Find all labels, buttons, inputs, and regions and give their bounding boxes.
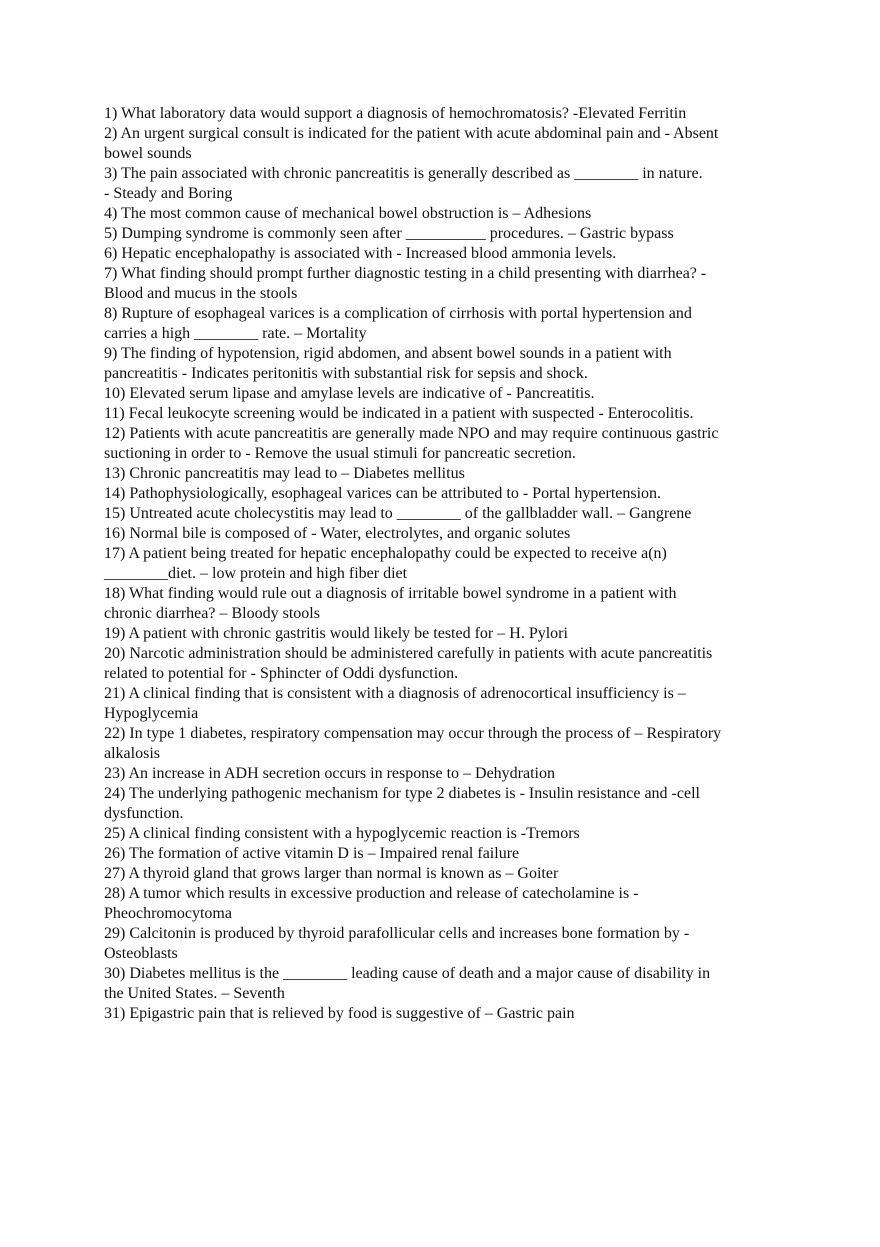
question-item [104, 964, 784, 1004]
question-text-line: 1) What laboratory data would support a diagnosis of hemochromatosis? -Elevated Ferritin [104, 105, 687, 122]
question-text-line: 19) A patient with chronic gastritis would likely be tested for – H. Pylori [104, 625, 568, 642]
question-text-line: Hypoglycemia [104, 705, 199, 722]
question-item [104, 724, 784, 764]
question-text-line: bowel sounds [104, 145, 192, 162]
question-text-line: 22) In type 1 diabetes, respiratory compensation may occur through the process of – Respiratory [104, 725, 722, 742]
question-item [104, 644, 784, 684]
question-item [104, 784, 784, 824]
question-item [104, 424, 784, 464]
question-text-line: Pheochromocytoma [104, 905, 232, 922]
question-text-line: 29) Calcitonin is produced by thyroid parafollicular cells and increases bone formation by - [104, 925, 690, 942]
document-page [104, 104, 784, 1024]
question-text-line: 7) What finding should prompt further diagnostic testing in a child presenting with diarrhea? - [104, 265, 707, 282]
question-text-line: 21) A clinical finding that is consistent with a diagnosis of adrenocortical insufficiency is – [104, 685, 686, 702]
question-item [104, 244, 784, 264]
question-text-line: 26) The formation of active vitamin D is – Impaired renal failure [104, 845, 520, 862]
question-text-line: pancreatitis - Indicates peritonitis with substantial risk for sepsis and shock. [104, 365, 588, 382]
question-item [104, 584, 784, 624]
question-text-line: Osteoblasts [104, 945, 178, 962]
question-text-line: 16) Normal bile is composed of - Water, electrolytes, and organic solutes [104, 525, 571, 542]
question-item [104, 764, 784, 784]
question-text-line: 30) Diabetes mellitus is the ________ leading cause of death and a major cause of disability in [104, 965, 711, 982]
question-item [104, 824, 784, 844]
question-item [104, 924, 784, 964]
question-text-line: 3) The pain associated with chronic pancreatitis is generally described as ________ in nature. [104, 165, 703, 182]
question-text-line: 15) Untreated acute cholecystitis may lead to ________ of the gallbladder wall. – Gangrene [104, 505, 692, 522]
question-text-line: ________diet. – low protein and high fiber diet [104, 565, 408, 582]
question-text-line: 18) What finding would rule out a diagnosis of irritable bowel syndrome in a patient with [104, 585, 677, 602]
question-item [104, 224, 784, 244]
question-text-line: 8) Rupture of esophageal varices is a complication of cirrhosis with portal hypertension and [104, 305, 692, 322]
question-item [104, 344, 784, 384]
question-text-line: 25) A clinical finding consistent with a hypoglycemic reaction is -Tremors [104, 825, 580, 842]
question-text-line: 27) A thyroid gland that grows larger than normal is known as – Goiter [104, 865, 559, 882]
question-item [104, 204, 784, 224]
question-text-line: 5) Dumping syndrome is commonly seen after __________ procedures. – Gastric bypass [104, 225, 674, 242]
question-text-line: 24) The underlying pathogenic mechanism for type 2 diabetes is - Insulin resistance and -cell [104, 785, 700, 802]
question-item [104, 624, 784, 644]
question-item [104, 544, 784, 584]
question-text-line: 12) Patients with acute pancreatitis are generally made NPO and may require continuous gastric [104, 425, 719, 442]
question-text-line: 11) Fecal leukocyte screening would be indicated in a patient with suspected - Enterocolitis. [104, 405, 694, 422]
question-item [104, 384, 784, 404]
question-item [104, 884, 784, 924]
question-text-line: 17) A patient being treated for hepatic encephalopathy could be expected to receive a(n) [104, 545, 667, 562]
question-text-line: - Steady and Boring [104, 185, 233, 202]
question-text-line: 23) An increase in ADH secretion occurs in response to – Dehydration [104, 765, 555, 782]
question-item [104, 264, 784, 304]
question-item [104, 124, 784, 164]
question-item [104, 484, 784, 504]
question-text-line: 20) Narcotic administration should be administered carefully in patients with acute pancreatitis [104, 645, 713, 662]
question-item [104, 404, 784, 424]
question-item [104, 524, 784, 544]
question-text-line: 9) The finding of hypotension, rigid abdomen, and absent bowel sounds in a patient with [104, 345, 672, 362]
question-item [104, 684, 784, 724]
question-text-line: suctioning in order to - Remove the usual stimuli for pancreatic secretion. [104, 445, 576, 462]
question-item [104, 104, 784, 124]
question-text-line: 4) The most common cause of mechanical bowel obstruction is – Adhesions [104, 205, 592, 222]
question-text-line: Blood and mucus in the stools [104, 285, 298, 302]
question-text-line: 6) Hepatic encephalopathy is associated with - Increased blood ammonia levels. [104, 245, 617, 262]
question-item [104, 304, 784, 344]
question-item [104, 504, 784, 524]
question-item [104, 464, 784, 484]
question-text-line: 2) An urgent surgical consult is indicated for the patient with acute abdominal pain and - Absent [104, 125, 719, 142]
question-text-line: chronic diarrhea? – Bloody stools [104, 605, 320, 622]
question-text-line: 10) Elevated serum lipase and amylase levels are indicative of - Pancreatitis. [104, 385, 595, 402]
question-item [104, 1004, 784, 1024]
question-text-line: 14) Pathophysiologically, esophageal varices can be attributed to - Portal hypertension. [104, 485, 662, 502]
question-text-line: related to potential for - Sphincter of Oddi dysfunction. [104, 665, 459, 682]
question-item [104, 164, 784, 204]
question-text-line: dysfunction. [104, 805, 184, 822]
question-text-line: 31) Epigastric pain that is relieved by food is suggestive of – Gastric pain [104, 1005, 575, 1022]
question-text-line: the United States. – Seventh [104, 985, 285, 1002]
question-text-line: 28) A tumor which results in excessive production and release of catecholamine is - [104, 885, 639, 902]
question-text-line: 13) Chronic pancreatitis may lead to – Diabetes mellitus [104, 465, 465, 482]
question-item [104, 864, 784, 884]
question-item [104, 844, 784, 864]
question-text-line: carries a high ________ rate. – Mortality [104, 325, 367, 342]
question-text-line: alkalosis [104, 745, 160, 762]
